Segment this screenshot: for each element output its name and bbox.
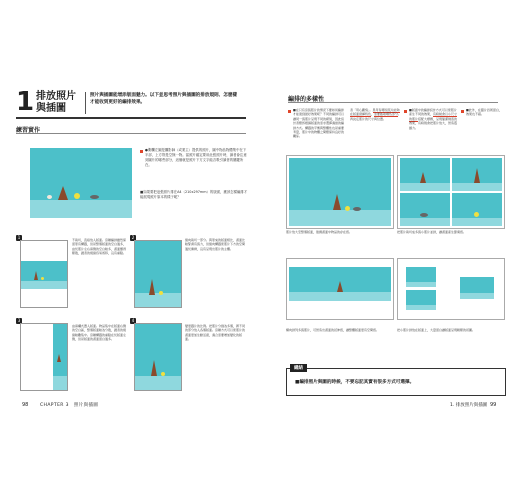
col3-highlight: 有時候會以小尺寸的照片 xyxy=(409,112,458,121)
col2-text-b: ， xyxy=(371,112,375,117)
case-caption-4: 變更圖片的比例。把照片分割為多個，將不同的部分放入各個版面。這種方式可以使照片的畫面更加生動活潑，適合需要增加變化的版面。 xyxy=(185,324,246,342)
case-photo-1 xyxy=(21,261,67,289)
case-caption-1: 不裁切，直接放入版面。這種編排雖然保留原有構圖，但是整個版面的空白過多，由於照片左右兩側的空白較多，畫面顯得鬆散，讀者的視線容易遊移，沒有重點。 xyxy=(72,238,127,256)
chapter-lead: 照片與插圖能增添版面魅力。以下並思考照片與插圖的排放規則、怎麼樣才能收到更好的編排效果。 xyxy=(90,93,238,105)
sample-spread-1 xyxy=(286,155,394,229)
bullet-square xyxy=(288,110,291,113)
shell-icon xyxy=(47,195,52,199)
rock-icon xyxy=(57,354,61,362)
case-frame-2 xyxy=(134,240,182,308)
sample-photo-2c xyxy=(400,193,450,226)
sample-spread-3 xyxy=(286,258,394,320)
sample-photo-2d xyxy=(452,193,502,226)
left-page-number: 98 xyxy=(22,402,29,408)
rock-icon xyxy=(58,186,68,200)
header-rule xyxy=(16,117,246,119)
rock-icon xyxy=(337,281,343,292)
ball-icon xyxy=(345,206,350,211)
col3-text: ■版面中的編排設計方式可以使照片產生不同的效果， xyxy=(409,108,457,117)
rock-icon xyxy=(420,172,426,183)
sample-spread-2 xyxy=(397,155,505,229)
col2-text: 者「用心觀察」。 xyxy=(350,108,373,112)
right-text-col3 xyxy=(409,108,459,130)
bullet-square xyxy=(140,150,143,153)
rock-icon xyxy=(34,271,38,280)
caption-bottom-right: 把小照片排放在版面上，大量留白讓版面呈現輕鬆的氛圍。 xyxy=(397,328,476,332)
stone-icon xyxy=(353,207,361,211)
right-text-col2 xyxy=(350,108,402,121)
col3-text-b: 搭配大標題，呈現簡潔俐落的效果，有時則會把照片放大，營造震撼力。 xyxy=(409,116,458,130)
sample-photo-2a xyxy=(400,158,450,191)
section-heading-variety: 編排的多樣性 xyxy=(288,96,325,103)
bullet-square xyxy=(461,110,464,113)
case-caption-2: 縱向裁切一部分。與原來的版面相比，畫面比較緊湊有張力，但縱向構圖使照片下方的空間過於擁擠，沒有呈現出照片的主體。 xyxy=(185,238,246,251)
col2-highlight-1: 思考有哪些照片能夠在版面發揮特色 xyxy=(350,108,400,117)
caption-top-right: 把照片裁切成多張小照片並排，讓畫面產生節奏感。 xyxy=(397,230,467,234)
section-rule xyxy=(16,133,246,134)
sample-photo-4a xyxy=(406,267,436,287)
right-text-col4: ■此外，在圖片四周留白，效果也不錯。 xyxy=(466,108,502,117)
intro-paragraph-1: ●側欄左圖是攝影師（或業主）提供的照片，圖中物品物體集中在下半部，上方則是空無一物。當照片確定要用此張照片時，讀者會注意到圖片的哪些部分，這個就是照片下方文字能否吸引讀者的關鍵所在。 xyxy=(145,148,247,167)
sample-photo-1 xyxy=(289,158,391,226)
sample-photo-4c xyxy=(460,277,494,299)
chapter-number: 1 xyxy=(16,87,35,117)
case-photo-4 xyxy=(135,324,181,390)
summary-box xyxy=(286,368,506,396)
case-number-2: 2 xyxy=(131,235,135,240)
case-frame-3 xyxy=(20,323,68,391)
case-photo-2 xyxy=(135,241,181,307)
case-number-4: 4 xyxy=(131,318,135,323)
bullet-square xyxy=(404,110,407,113)
ball-icon xyxy=(41,277,44,280)
sample-photo-2b xyxy=(452,158,502,191)
chapter-title-line1: 排放照片 xyxy=(36,91,76,102)
rock-icon xyxy=(474,168,480,183)
right-chapter-footer: 1. 排放照片與插圖 xyxy=(450,403,488,408)
section-heading-practice: 練習實作 xyxy=(16,127,41,134)
sample-spread-4 xyxy=(397,258,505,320)
caption-bottom-left: 橫向排列多張照片，可營造出畫面的延伸感，讓整體版面更有空間感。 xyxy=(286,328,380,332)
rock-icon xyxy=(149,279,155,295)
intro-paragraph-2: ■如果要把這張照片排在A4（210x297mm）的版面，應該怎樣編排才能展現照片原本的樣子呢？ xyxy=(140,190,248,199)
summary-label: 總結 xyxy=(290,364,307,372)
left-chapter-footer: CHAPTER 3 照片與插圖 xyxy=(40,403,99,408)
main-photo xyxy=(30,148,132,218)
title-divider xyxy=(85,92,86,114)
right-text-col1: ■在只有這張照片的情況下要如何編排才能達到最好效果呢？不同的編排可以讓同一張照片呈現不同的樣貌，因此設計者應該根據版面的需求選擇適當的編排方式。構圖的平衡與整體性也是重要考量，照片中的物體之間應保持良好的關係。 xyxy=(293,108,345,139)
ball-icon xyxy=(159,291,163,295)
rock-icon xyxy=(333,194,341,210)
right-page-number: 99 xyxy=(490,402,497,408)
case-number-1: 1 xyxy=(17,235,21,240)
case-photo-3 xyxy=(53,324,67,390)
ball-icon xyxy=(474,212,479,217)
case-number-3: 3 xyxy=(17,318,21,323)
col2-highlight-2: 需要截取哪些部分 xyxy=(374,112,399,117)
stone-icon xyxy=(90,195,99,199)
case-frame-4 xyxy=(134,323,182,391)
ball-icon xyxy=(74,193,80,199)
chapter-title-line2: 與插圖 xyxy=(36,103,66,114)
summary-text: ■編排照片與圖的時候，不要忘記其實有很多方式可選擇。 xyxy=(295,380,415,385)
caption-top-left: 照片放大至整個版面，強調畫面中物品的存在感。 xyxy=(286,230,353,234)
sample-photo-3 xyxy=(289,267,391,301)
right-section-rule xyxy=(288,102,498,103)
rock-icon xyxy=(151,360,157,376)
case-caption-3: 由兩欄式置入版面。物品集中在版面右側的空白區，整個版面較為分散，讀者的視線較難集中。這種構圖的重點在於版面左側，但是版面的畫面留白過多。 xyxy=(72,324,127,342)
col2-text-c: 。再決定照片的尺寸與位置。 xyxy=(350,112,402,121)
stone-icon xyxy=(420,213,428,217)
case-frame-1 xyxy=(20,240,68,308)
ball-icon xyxy=(161,372,165,376)
sample-photo-4b xyxy=(406,290,436,310)
